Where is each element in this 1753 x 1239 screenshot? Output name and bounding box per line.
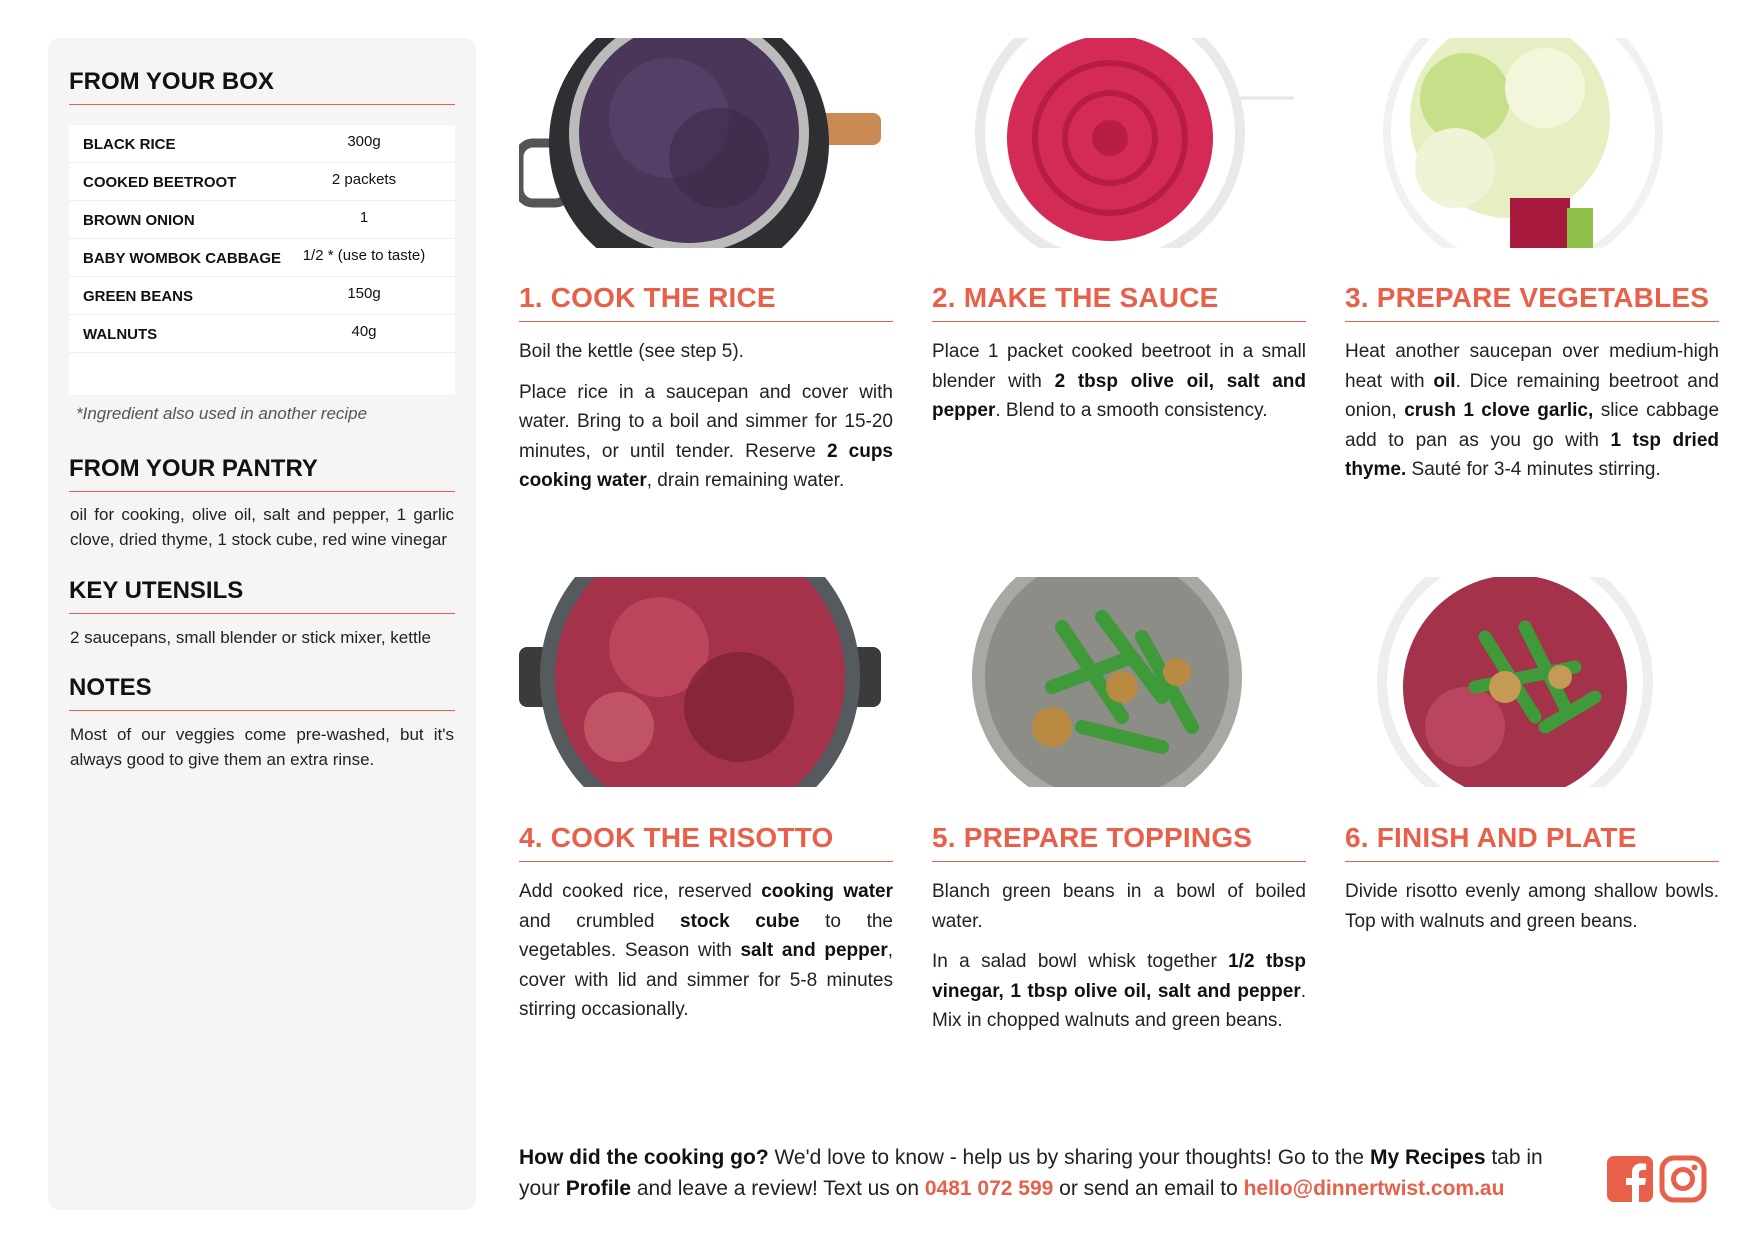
step-3-photo [1345, 38, 1707, 248]
text: . Dice remaining beetroot and onion, [1345, 370, 1719, 421]
ingredients-sidebar [48, 38, 476, 1210]
text: Divide risotto evenly among shallow bowls. Top with walnuts and green beans. [1345, 881, 1719, 932]
text: Blanch green beans in a bowl of boiled water. [932, 881, 1306, 932]
step-4-text [519, 877, 893, 1036]
ingredient-name: COOKED BEETROOT [83, 174, 237, 191]
step-paragraph [519, 337, 893, 367]
text: and leave a review! Text us on [631, 1177, 925, 1200]
facebook-icon[interactable] [1606, 1155, 1654, 1203]
step-6-photo [1345, 577, 1707, 787]
text: , cover with lid and simmer for 5-8 minutes stirring occasionally. [519, 940, 894, 1020]
step-1-text [519, 337, 893, 507]
step-3-text [1345, 337, 1719, 496]
table-row [69, 163, 455, 201]
step-3-title: 3. PREPARE VEGETABLES [1345, 282, 1719, 322]
notes-text: Most of our veggies come pre-washed, but it's always good to give them an extra rinse. [70, 725, 454, 769]
step-paragraph [932, 947, 1306, 1036]
step-paragraph [519, 378, 893, 496]
table-row [69, 277, 455, 315]
ingredient-qty: 1/2 * (use to taste) [302, 247, 426, 264]
text: Heat another saucepan over medium-high heat with [1345, 341, 1719, 392]
text: . Mix in chopped walnuts and green beans. [932, 980, 1306, 1031]
bold-text: crush 1 clove garlic, [1404, 400, 1594, 421]
box-ingredients-table [69, 125, 455, 395]
bold-text: 2 cups cooking water [519, 440, 893, 491]
ingredient-name: BLACK RICE [83, 136, 176, 153]
bold-text: salt and pepper [740, 940, 888, 961]
text: Add cooked rice, reserved [519, 881, 762, 902]
review-prompt [519, 1142, 1579, 1204]
text: slice cabbage add to pan as you go with [1345, 400, 1720, 451]
bold-text: 2 tbsp olive oil, salt and pepper [932, 370, 1307, 421]
utensils-text: 2 saucepans, small blender or stick mixer, kettle [70, 628, 431, 647]
ingredient-name: BABY WOMBOK CABBAGE [83, 250, 282, 267]
ingredient-footnote: *Ingredient also used in another recipe [76, 404, 368, 423]
step-5-photo [932, 577, 1294, 787]
bold-text: How did the cooking go? [519, 1146, 769, 1169]
step-5-text [932, 877, 1306, 1047]
text: . Blend to a smooth consistency. [995, 400, 1268, 421]
ingredient-name: BROWN ONION [83, 212, 195, 229]
step-paragraph [932, 877, 1306, 936]
step-1-photo [519, 38, 881, 248]
text: , drain remaining water. [646, 470, 845, 491]
table-row [69, 239, 455, 277]
box-title: FROM YOUR BOX [69, 68, 455, 105]
step-5-title: 5. PREPARE TOPPINGS [932, 822, 1306, 862]
bold-text: stock cube [680, 910, 800, 932]
step-4-photo [519, 577, 881, 787]
step-4-title: 4. COOK THE RISOTTO [519, 822, 893, 862]
ingredient-qty: 40g [351, 323, 377, 340]
text: or send an email to [1053, 1177, 1244, 1200]
text: Place rice in a saucepan and cover with water. Bring to a boil and simmer for 15-20 minutes, or until tender. Reserve [519, 381, 893, 462]
ingredient-qty: 150g [347, 285, 381, 302]
text: Place 1 packet cooked beetroot in a small blender with [932, 341, 1306, 392]
table-row [69, 201, 455, 239]
contact-link[interactable]: 0481 072 599 [924, 1177, 1054, 1200]
ingredient-qty: 1 [359, 209, 369, 226]
ingredient-qty: 2 packets [331, 171, 397, 188]
notes-title: NOTES [69, 674, 455, 711]
step-6-title: 6. FINISH AND PLATE [1345, 822, 1719, 862]
pantry-title: FROM YOUR PANTRY [69, 455, 455, 492]
pantry-text: oil for cooking, olive oil, salt and pepper, 1 garlic clove, dried thyme, 1 stock cube, red wine vinegar [70, 505, 454, 549]
text: to the vegetables. Season with [519, 910, 893, 961]
text: In a salad bowl whisk together [932, 951, 1229, 972]
bold-text: My Recipes [1369, 1146, 1486, 1169]
step-paragraph [1345, 337, 1719, 485]
step-paragraph [1345, 877, 1719, 936]
step-6-text [1345, 877, 1719, 947]
step-2-photo [932, 38, 1294, 248]
ingredient-name: GREEN BEANS [83, 288, 194, 305]
bold-text: 1 tsp dried thyme. [1345, 429, 1719, 480]
text: tab in your [519, 1146, 1543, 1200]
step-paragraph [519, 877, 893, 1025]
ingredient-name: WALNUTS [83, 326, 158, 343]
step-paragraph [932, 337, 1306, 426]
table-row [69, 315, 455, 353]
bold-text: 1/2 tbsp vinegar, 1 tbsp olive oil, salt and pepper [932, 951, 1306, 1002]
text: Boil the kettle (see step 5). [519, 341, 744, 362]
step-1-title: 1. COOK THE RICE [519, 282, 893, 322]
ingredient-qty: 300g [347, 133, 381, 150]
text: Sauté for 3-4 minutes stirring. [1406, 459, 1661, 480]
contact-link[interactable]: hello@dinnertwist.com.au [1243, 1177, 1505, 1200]
bold-text: Profile [565, 1177, 632, 1200]
instagram-icon[interactable] [1659, 1155, 1707, 1203]
text: We'd love to know - help us by sharing your thoughts! Go to the [768, 1146, 1370, 1169]
step-2-title: 2. MAKE THE SAUCE [932, 282, 1306, 322]
bold-text: oil [1433, 370, 1456, 392]
text: and crumbled [519, 910, 681, 932]
utensils-title: KEY UTENSILS [69, 577, 455, 614]
bold-text: cooking water [761, 881, 893, 902]
table-row [69, 125, 455, 163]
step-2-text [932, 337, 1306, 437]
